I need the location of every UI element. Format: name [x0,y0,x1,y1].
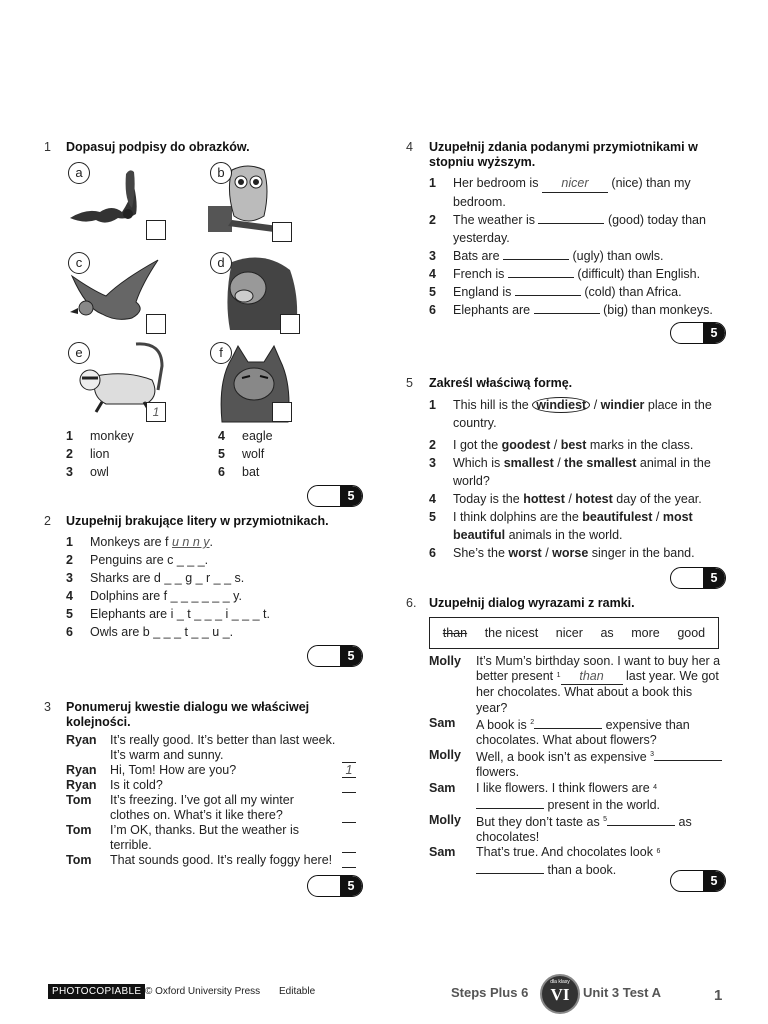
list-item: 4 French is (difficult) than English. [429,267,701,281]
ex6-title: Uzupełnij dialog wyrazami z ramki. [429,596,635,610]
dialogue-line: Sam That’s true. And chocolates look $^6$ than a book. [429,845,661,877]
gap-6[interactable] [476,861,544,874]
answer-blank[interactable] [534,301,600,314]
grade-badge-big: VI [550,985,570,1004]
unit-test: Unit 3 Test A [583,985,662,1000]
answer-blank[interactable] [538,211,604,224]
dialogue-line: Tom I’m OK, thanks. But the weather is terrible. [66,823,356,853]
answer-box-c[interactable] [146,314,166,334]
list-item: 3 owl [66,465,109,479]
ex2-title: Uzupełnij brakujące litery w przymiotnikach. [66,514,329,528]
picture-b [208,160,300,242]
list-item: 1 Her bedroom is nicer (nice) than my bedroom. [429,176,691,209]
list-item: 2 The weather is (good) today than yesterday. [429,213,706,245]
dialogue-line: Tom It’s freezing. I’ve got all my winter clothes on. What’s it like there? [66,793,356,823]
answer-box-d[interactable] [280,314,300,334]
dialogue-line: Molly But they don’t taste as $^5$ as chocolates! [429,813,692,845]
ex3-number: 3 [44,700,51,714]
list-item: 6 She’s the worst / worse singer in the band. [429,546,695,560]
ex2-score-box [307,645,363,667]
ex6-dialogue [429,654,724,878]
ex4-score: 5 [703,323,725,343]
word-box [429,617,719,649]
word: more [631,626,660,640]
option-a[interactable]: smallest [503,456,554,470]
list-item: 2 lion [66,447,110,461]
option-a[interactable]: hottest [523,492,565,506]
editable-label: Editable [279,986,316,997]
answer-box-f[interactable] [272,402,292,422]
list-item: 4 Dolphins are f _ _ _ _ _ _ y. [66,589,242,603]
publisher: © Oxford University Press [145,986,261,997]
ex1-title: Dopasuj podpisy do obrazków. [66,140,250,154]
picture-label-e: e [68,342,90,364]
dialogue-line: Sam I like flowers. I think flowers are $^4$ present in the world. [429,780,661,812]
ex6-number: 6. [406,596,417,610]
ex6-score: 5 [703,871,725,891]
list-item: 2 Penguins are c _ _ _. [66,553,209,567]
picture-label-c: c [68,252,90,274]
ex1-score: 5 [340,486,362,506]
ex5-title: Zakreśl właściwą formę. [429,376,573,390]
option-b[interactable]: best [560,438,587,452]
dialogue-line: Sam A book is $^2$ expensive than chocolates. What about flowers? [429,715,690,748]
ex4-title: Uzupełnij zdania podanymi przymiotnikami w stopniu wyższym. [429,140,698,169]
ex5-score: 5 [703,568,725,588]
answer-blank[interactable] [508,265,574,278]
picture-d [208,250,302,334]
ex4-score-box [670,322,726,344]
ex5-number: 5 [406,376,413,390]
option-a[interactable]: beautifulest [582,510,653,524]
ex3-score: 5 [340,876,362,896]
grade-badge [540,974,580,1014]
word: as [600,626,614,640]
dialogue-line: Molly It’s Mum’s birthday soon. I want to buy her a better present $^1$ than last year. We got her chocolates. What about a book this year? [429,654,721,715]
ex3-score-box [307,875,363,897]
ex1-word-list [66,427,366,481]
gap-5[interactable] [607,813,675,826]
option-b[interactable]: the smallest [564,456,637,470]
list-item: 6 Elephants are (big) than monkeys. [429,303,713,317]
order-blank[interactable]: 1 [342,763,356,778]
word-used: than [442,626,468,640]
option-a[interactable]: goodest [501,438,551,452]
answer-box-a[interactable] [146,220,166,240]
gap-3[interactable] [654,748,722,761]
answer-text: u n n y [171,535,210,549]
list-item: 5 England is (cold) than Africa. [429,285,682,299]
answer-blank[interactable]: nicer [542,174,608,193]
gap-2[interactable] [534,716,602,729]
photocopiable-badge: PHOTOCOPIABLE [48,984,145,999]
option-b[interactable]: hotest [575,492,613,506]
list-item: 5 I think dolphins are the beautifulest / most beautiful animals in the world. [429,510,693,542]
dialogue-line: Molly Well, a book isn’t as expensive $^3$ flowers. [429,748,724,780]
list-item: 6 bat [218,465,260,479]
dialogue-line: Tom That sounds good. It’s really foggy here! [66,853,356,868]
ex1-number: 1 [44,140,51,154]
ex4-list [429,174,724,319]
picture-e [66,340,170,424]
ex5-score-box [670,567,726,589]
picture-label-a: a [68,162,90,184]
answer-box-b[interactable] [272,222,292,242]
picture-c [66,250,170,334]
order-blank[interactable] [342,748,356,763]
order-blank[interactable] [342,808,356,823]
list-item: 6 Owls are b _ _ _ t _ _ u _. [66,625,234,639]
page-number: 1 [714,987,723,1004]
answer-blank[interactable] [503,247,569,260]
list-item: 1 monkey [66,429,134,443]
ex6-score-box [670,870,726,892]
option-a[interactable]: worst [508,546,542,560]
list-item: 5 Elephants are i _ t _ _ _ i _ _ _ t. [66,607,270,621]
ex3-dialogue [66,733,356,868]
ex2-score: 5 [340,646,362,666]
word: good [677,626,706,640]
ex4-number: 4 [406,140,413,154]
gap-4[interactable] [476,796,544,809]
list-item: 1 Monkeys are f u n n y. [66,535,213,549]
order-blank[interactable] [342,778,356,793]
order-blank[interactable] [342,838,356,853]
list-item: 3 Which is smallest / the smallest animal in the world? [429,456,711,488]
ex1-score-box [307,485,363,507]
dialogue-line: Ryan Hi, Tom! How are you? 1 [66,763,356,778]
grade-badge-small: dla klasy [550,979,570,985]
option-b[interactable]: windier [600,398,645,412]
list-item: 5 wolf [218,447,265,461]
dialogue-line: Ryan Is it cold? [66,778,356,793]
list-item: 3 Sharks are d _ _ g _ r _ _ s. [66,571,245,585]
dialogue-line: Ryan It’s really good. It’s better than last week. It’s warm and sunny. [66,733,356,763]
word: the nicest [484,626,539,640]
picture-label-b: b [210,162,232,184]
answer-blank[interactable] [515,283,581,296]
list-item: 1 This hill is the windiest / windier place in the country. [429,398,712,430]
order-blank[interactable] [342,853,356,868]
option-b[interactable]: most beautiful [453,510,693,542]
ex5-list [429,396,721,562]
option-a[interactable]: windiest [532,397,590,413]
picture-f [208,340,302,424]
gap-1[interactable]: than [561,669,623,685]
ex2-number: 2 [44,514,51,528]
list-item: 4 Today is the hottest / hotest day of the year. [429,492,702,506]
picture-a [66,160,170,242]
list-item: 2 I got the goodest / best marks in the class. [429,438,694,452]
ex2-list [66,533,366,641]
list-item: 3 Bats are (ugly) than owls. [429,249,664,263]
ex3-title: Ponumeruj kwestie dialogu we właściwej kolejności. [66,700,310,729]
list-item: 4 eagle [218,429,273,443]
option-b[interactable]: worse [552,546,589,560]
picture-label-f: f [210,342,232,364]
picture-label-d: d [210,252,232,274]
word: nicer [555,626,583,640]
answer-box-e[interactable]: 1 [146,402,166,422]
book-title: Steps Plus 6 [451,985,529,1000]
